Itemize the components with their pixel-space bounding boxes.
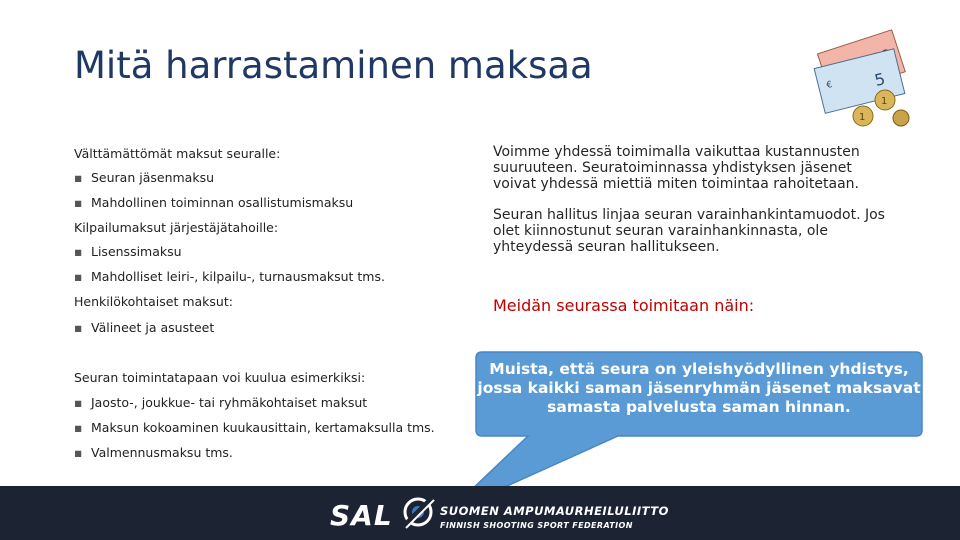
list-item: ▪ Maksun kokoaminen kuukausittain, kertamaksulla tms.	[74, 420, 435, 435]
list-heading: Seuran toimintatapaan voi kuulua esimerkiksi:	[74, 370, 366, 385]
list-item: ▪ Seuran jäsenmaksu	[74, 170, 215, 185]
paragraph-fundraising: Seuran hallitus linjaa seuran varainhankintamuodot. Jos olet kiinnostunut seuran varainhankinnasta, ole yhteydessä seuran hallitukseen.	[493, 207, 885, 255]
list-heading: Välttämättömät maksut seuralle:	[74, 146, 281, 161]
org-name-en: FINNISH SHOOTING SPORT FEDERATION	[440, 521, 633, 530]
list-item: ▪ Valmennusmaksu tms.	[74, 445, 233, 460]
svg-text:€: €	[825, 79, 834, 91]
list-item: ▪ Lisenssimaksu	[74, 244, 182, 259]
logo-abbr: SAL	[330, 499, 393, 532]
svg-text:5: 5	[872, 69, 888, 91]
svg-text:1: 1	[881, 96, 888, 107]
org-name-fi: SUOMEN AMPUMAURHEILULIITTO	[440, 504, 669, 518]
list-item: ▪ Välineet ja asusteet	[74, 320, 215, 335]
list-item: ▪ Jaosto-, joukkue- tai ryhmäkohtaiset maksut	[74, 395, 368, 410]
slide-title: Mitä harrastaminen maksaa	[74, 44, 593, 87]
paragraph-cooperation: Voimme yhdessä toimimalla vaikuttaa kustannusten suuruuteen. Seuratoiminnassa yhdistyksen jäsenet voivat yhdessä miettiä miten toimintaa rahoitetaan.	[493, 144, 860, 192]
list-item: ▪ Mahdolliset leiri-, kilpailu-, turnausmaksut tms.	[74, 269, 385, 284]
list-heading: Kilpailumaksut järjestäjätahoille:	[74, 220, 279, 235]
callout-text: Muista, että seura on yleishyödyllinen yhdistys, jossa kaikki saman jäsenryhmän jäsenet maksavat samasta palvelusta saman hinnan.	[477, 360, 921, 416]
svg-text:1: 1	[859, 112, 866, 123]
list-heading: Henkilökohtaiset maksut:	[74, 294, 233, 309]
list-item: ▪ Mahdollinen toiminnan osallistumismaksu	[74, 195, 354, 210]
sal-logo-icon	[398, 492, 438, 532]
highlight-text: Meidän seurassa toimitaan näin:	[493, 296, 755, 315]
